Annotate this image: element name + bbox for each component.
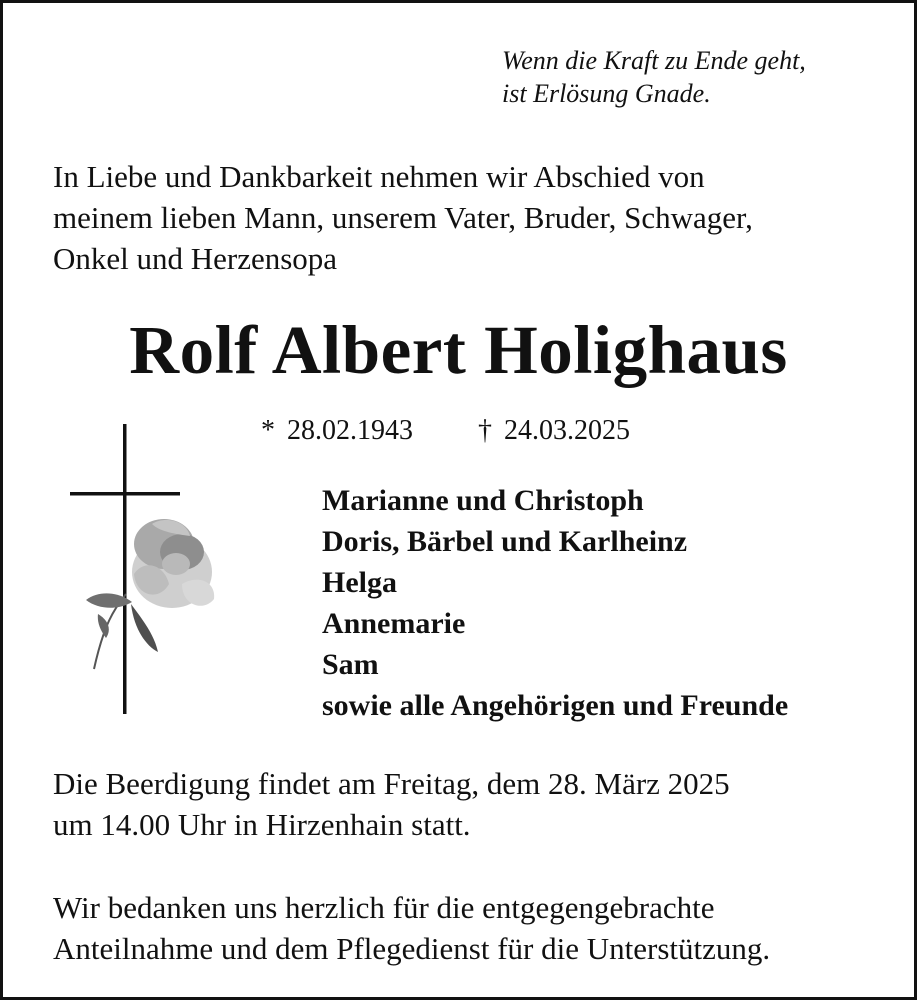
deceased-name: Rolf Albert Holighaus [129,312,788,388]
cross-with-rose-icon [64,424,234,716]
mourner-line: Helga [322,566,397,599]
death-symbol: † [478,415,492,446]
intro-line-3: Onkel und Herzensopa [53,241,338,276]
death-date: 24.03.2025 [504,415,630,446]
motto-line-2: ist Erlösung Gnade. [502,79,711,108]
mourner-line: Sam [322,648,379,681]
death-date-line [478,414,630,448]
funeral-line-1: Die Beerdigung findet am Freitag, dem 28. März 2025 [53,766,730,801]
motto-quote [502,44,806,110]
intro-line-2: meinem lieben Mann, unserem Vater, Bruder, Schwager, [53,200,753,235]
thanks-line-2: Anteilnahme und dem Pflegedienst für die Unterstützung. [53,931,771,966]
birth-symbol: * [261,415,275,446]
mourners-list [322,480,788,726]
motto-line-1: Wenn die Kraft zu Ende geht, [502,46,806,75]
funeral-line-2: um 14.00 Uhr in Hirzenhain statt. [53,807,471,842]
birth-date: 28.02.1943 [287,415,413,446]
intro-line-1: In Liebe und Dankbarkeit nehmen wir Abschied von [53,159,705,194]
mourner-line: sowie alle Angehörigen und Freunde [322,689,789,722]
thanks-line-1: Wir bedanken uns herzlich für die entgegengebrachte [53,890,715,925]
intro-text [53,156,753,279]
mourner-line: Marianne und Christoph [322,484,644,517]
funeral-info [53,763,730,845]
thanks-note [53,887,770,969]
birth-date-line [261,414,413,448]
mourner-line: Annemarie [322,607,466,640]
mourner-line: Doris, Bärbel und Karlheinz [322,525,688,558]
